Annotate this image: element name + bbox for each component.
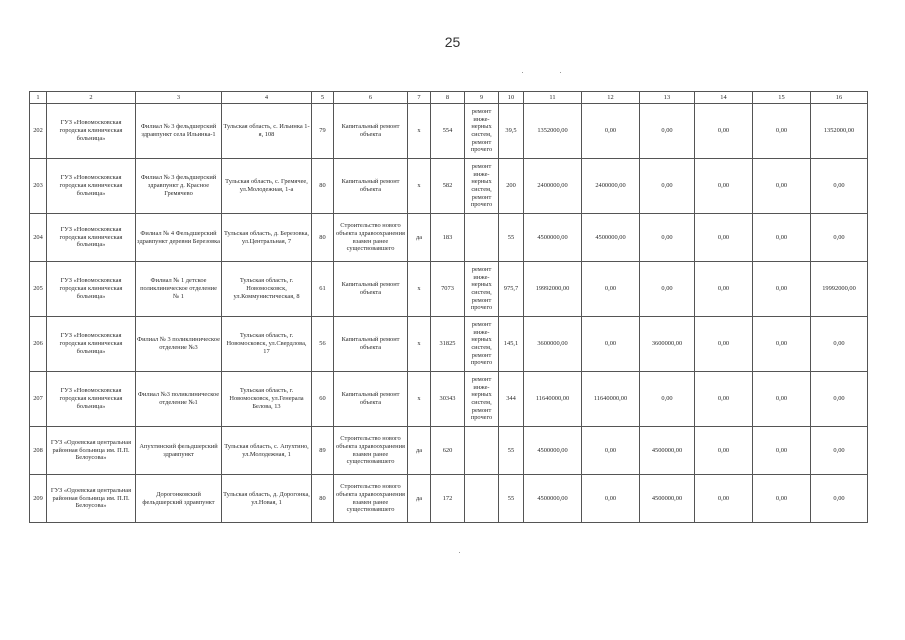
- cell-col15: 0,00: [753, 317, 811, 372]
- cell-col9: ремонт инже-нерных систем, ремонт прочего: [465, 159, 499, 214]
- cell-work-type: Строительство нового объекта здравоохранения взамен ранее существовавшего: [334, 427, 408, 475]
- cell-col13: 4500000,00: [640, 427, 695, 475]
- cell-col12: 2400000,00: [582, 159, 640, 214]
- cell-col14: 0,00: [695, 262, 753, 317]
- cell-col14: 0,00: [695, 159, 753, 214]
- cell-col7: х: [408, 372, 431, 427]
- column-header: 13: [640, 92, 695, 104]
- cell-row-number: 209: [30, 475, 47, 523]
- cell-col11: 2400000,00: [524, 159, 582, 214]
- cell-organization: ГУЗ «Новомосковская городская клиническая больница»: [47, 317, 136, 372]
- cell-col5: 61: [312, 262, 334, 317]
- cell-work-type: Капитальный ремонт объекта: [334, 159, 408, 214]
- cell-work-type: Капитальный ремонт объекта: [334, 372, 408, 427]
- cell-row-number: 206: [30, 317, 47, 372]
- cell-col9: ремонт инже-нерных систем, ремонт прочего: [465, 372, 499, 427]
- cell-col15: 0,00: [753, 159, 811, 214]
- cell-col9: ремонт инже-нерных систем, ремонт прочего: [465, 262, 499, 317]
- cell-col8: 7073: [431, 262, 465, 317]
- cell-col12: 0,00: [582, 317, 640, 372]
- column-header: 16: [811, 92, 868, 104]
- cell-object-name: Филиал № 1 детское поликлиническое отделение № 1: [136, 262, 222, 317]
- page-number: 25: [444, 34, 461, 50]
- cell-object-name: Филиал № 4 Фельдшерский здравпункт деревни Березовка: [136, 214, 222, 262]
- column-header: 11: [524, 92, 582, 104]
- cell-address: Тульская область, с. Апухтино, ул.Молодежная, 1: [222, 427, 312, 475]
- column-header: 12: [582, 92, 640, 104]
- table-row: [30, 104, 868, 159]
- cell-col13: 3600000,00: [640, 317, 695, 372]
- cell-col11: 11640000,00: [524, 372, 582, 427]
- cell-address: Тульская область, г. Новомосковск, ул.Коммунистическая, 8: [222, 262, 312, 317]
- cell-col12: 0,00: [582, 427, 640, 475]
- cell-col12: 0,00: [582, 475, 640, 523]
- cell-col8: 172: [431, 475, 465, 523]
- cell-col11: 19992000,00: [524, 262, 582, 317]
- cell-object-name: Апухтинский фельдшерский здравпункт: [136, 427, 222, 475]
- cell-col16: 0,00: [811, 475, 868, 523]
- cell-col5: 79: [312, 104, 334, 159]
- cell-col15: 0,00: [753, 372, 811, 427]
- cell-col11: 4500000,00: [524, 475, 582, 523]
- cell-object-name: Дорогонковский фельдшерский здравпункт: [136, 475, 222, 523]
- cell-address: Тульская область, г. Новомосковск, ул.Свердлова, 17: [222, 317, 312, 372]
- cell-col9: ремонт инже-нерных систем, ремонт прочего: [465, 317, 499, 372]
- cell-organization: ГУЗ «Новомосковская городская клиническая больница»: [47, 372, 136, 427]
- column-header: 15: [753, 92, 811, 104]
- cell-col7: х: [408, 317, 431, 372]
- cell-organization: ГУЗ «Новомосковская городская клиническая больница»: [47, 104, 136, 159]
- cell-organization: ГУЗ «Новомосковская городская клиническая больница»: [47, 262, 136, 317]
- cell-col13: 0,00: [640, 104, 695, 159]
- cell-col15: 0,00: [753, 214, 811, 262]
- cell-col7: х: [408, 159, 431, 214]
- column-header: 1: [30, 92, 47, 104]
- cell-col7: да: [408, 475, 431, 523]
- cell-col16: 0,00: [811, 159, 868, 214]
- cell-col10: 344: [499, 372, 524, 427]
- cell-col13: 4500000,00: [640, 475, 695, 523]
- table-row: [30, 214, 868, 262]
- cell-col16: 0,00: [811, 372, 868, 427]
- cell-col11: 3600000,00: [524, 317, 582, 372]
- cell-col16: 0,00: [811, 317, 868, 372]
- cell-col9: [465, 475, 499, 523]
- cell-col11: 4500000,00: [524, 427, 582, 475]
- cell-col12: 0,00: [582, 262, 640, 317]
- cell-row-number: 205: [30, 262, 47, 317]
- cell-work-type: Строительство нового объекта здравоохранения взамен ранее существовавшего: [334, 214, 408, 262]
- cell-organization: ГУЗ «Новомосковская городская клиническая больница»: [47, 159, 136, 214]
- cell-col11: 1352000,00: [524, 104, 582, 159]
- cell-object-name: Филиал № 3 поликлиническое отделение №3: [136, 317, 222, 372]
- cell-col12: 4500000,00: [582, 214, 640, 262]
- cell-col9: [465, 214, 499, 262]
- table-row: [30, 427, 868, 475]
- cell-col9: ремонт инже-нерных систем, ремонт прочего: [465, 104, 499, 159]
- cell-col10: 200: [499, 159, 524, 214]
- cell-col10: 55: [499, 475, 524, 523]
- cell-col8: 620: [431, 427, 465, 475]
- cell-col14: 0,00: [695, 104, 753, 159]
- table-row: [30, 317, 868, 372]
- cell-col14: 0,00: [695, 475, 753, 523]
- table-row: [30, 475, 868, 523]
- cell-col10: 975,7: [499, 262, 524, 317]
- cell-col11: 4500000,00: [524, 214, 582, 262]
- table-row: [30, 262, 868, 317]
- cell-col14: 0,00: [695, 317, 753, 372]
- cell-col8: 31825: [431, 317, 465, 372]
- cell-col5: 80: [312, 214, 334, 262]
- cell-object-name: Филиал № 3 фельдшерский здравпункт д. Красное Гремячево: [136, 159, 222, 214]
- cell-col9: [465, 427, 499, 475]
- cell-col15: 0,00: [753, 262, 811, 317]
- cell-col5: 80: [312, 475, 334, 523]
- cell-col5: 56: [312, 317, 334, 372]
- table-row: [30, 159, 868, 214]
- cell-col15: 0,00: [753, 475, 811, 523]
- cell-work-type: Капитальный ремонт объекта: [334, 104, 408, 159]
- cell-col13: 0,00: [640, 159, 695, 214]
- cell-col13: 0,00: [640, 372, 695, 427]
- cell-col7: да: [408, 427, 431, 475]
- cell-row-number: 208: [30, 427, 47, 475]
- cell-organization: ГУЗ «Одоевская центральная районная больница им. П.П. Белоусова»: [47, 475, 136, 523]
- cell-col8: 582: [431, 159, 465, 214]
- cell-row-number: 204: [30, 214, 47, 262]
- cell-col13: 0,00: [640, 214, 695, 262]
- cell-col8: 554: [431, 104, 465, 159]
- cell-col7: да: [408, 214, 431, 262]
- cell-work-type: Капитальный ремонт объекта: [334, 262, 408, 317]
- cell-col10: 39,5: [499, 104, 524, 159]
- table-row: [30, 372, 868, 427]
- cell-col7: х: [408, 104, 431, 159]
- cell-col15: 0,00: [753, 104, 811, 159]
- facilities-table: [29, 91, 868, 523]
- cell-col10: 145,1: [499, 317, 524, 372]
- cell-object-name: Филиал №3 поликлиническое отделение №1: [136, 372, 222, 427]
- cell-address: Тульская область, д. Березовка, ул.Центральная, 7: [222, 214, 312, 262]
- column-header: 6: [334, 92, 408, 104]
- cell-col16: 0,00: [811, 427, 868, 475]
- scan-speck: [459, 552, 460, 553]
- cell-col15: 0,00: [753, 427, 811, 475]
- cell-work-type: Строительство нового объекта здравоохранения взамен ранее существовавшего: [334, 475, 408, 523]
- column-header: 8: [431, 92, 465, 104]
- cell-col16: 1352000,00: [811, 104, 868, 159]
- column-header: 10: [499, 92, 524, 104]
- cell-col14: 0,00: [695, 427, 753, 475]
- cell-address: Тульская область, с. Гремячее, ул.Молодежная, 1-а: [222, 159, 312, 214]
- cell-col16: 19992000,00: [811, 262, 868, 317]
- column-header: 5: [312, 92, 334, 104]
- cell-col5: 80: [312, 159, 334, 214]
- scan-speck: [560, 72, 561, 73]
- cell-address: Тульская область, г. Новомосковск, ул.Генерала Белова, 13: [222, 372, 312, 427]
- cell-col5: 60: [312, 372, 334, 427]
- cell-col14: 0,00: [695, 372, 753, 427]
- cell-row-number: 207: [30, 372, 47, 427]
- cell-col12: 11640000,00: [582, 372, 640, 427]
- cell-col13: 0,00: [640, 262, 695, 317]
- cell-col7: х: [408, 262, 431, 317]
- cell-row-number: 202: [30, 104, 47, 159]
- column-header: 9: [465, 92, 499, 104]
- cell-col8: 30343: [431, 372, 465, 427]
- cell-address: Тульская область, с. Ильинка 1-я, 108: [222, 104, 312, 159]
- cell-address: Тульская область, д. Дорогонка, ул.Новая, 1: [222, 475, 312, 523]
- column-header: 3: [136, 92, 222, 104]
- cell-col5: 89: [312, 427, 334, 475]
- column-header: 14: [695, 92, 753, 104]
- cell-object-name: Филиал № 3 фельдшерский здравпункт села Ильинка-1: [136, 104, 222, 159]
- cell-col10: 55: [499, 214, 524, 262]
- column-header: 7: [408, 92, 431, 104]
- cell-organization: ГУЗ «Новомосковская городская клиническая больница»: [47, 214, 136, 262]
- scan-speck: [522, 72, 523, 73]
- cell-col8: 183: [431, 214, 465, 262]
- column-header: 4: [222, 92, 312, 104]
- cell-col16: 0,00: [811, 214, 868, 262]
- cell-row-number: 203: [30, 159, 47, 214]
- cell-col14: 0,00: [695, 214, 753, 262]
- cell-col12: 0,00: [582, 104, 640, 159]
- cell-work-type: Капитальный ремонт объекта: [334, 317, 408, 372]
- cell-organization: ГУЗ «Одоевская центральная районная больница им. П.П. Белоусова»: [47, 427, 136, 475]
- cell-col10: 55: [499, 427, 524, 475]
- column-header: 2: [47, 92, 136, 104]
- table-header-row: [30, 92, 868, 104]
